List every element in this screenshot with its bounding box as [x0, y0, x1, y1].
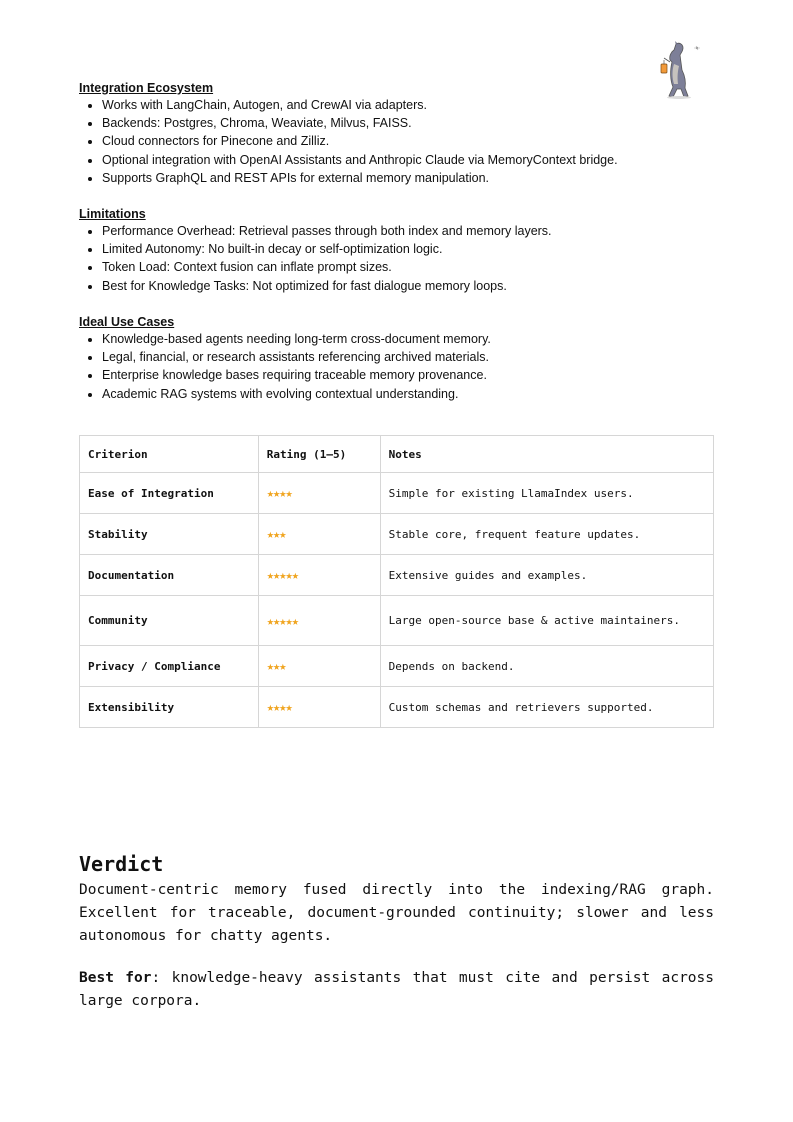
- limitations-list: [84, 222, 552, 295]
- table-row: [80, 687, 714, 728]
- best-for-label: Best for: [79, 970, 152, 986]
- rating-cell: [258, 596, 380, 646]
- rating-cell: [258, 514, 380, 555]
- rating-cell: [258, 687, 380, 728]
- integration-ecosystem-heading: Integration Ecosystem: [79, 81, 214, 95]
- criterion-cell: Documentation: [80, 555, 259, 596]
- criterion-cell: Stability: [80, 514, 259, 555]
- limitations-heading: Limitations: [79, 207, 146, 221]
- criterion-cell: Privacy / Compliance: [80, 646, 259, 687]
- list-item: • Backends: Postgres, Chroma, Weaviate, Milvus, FAISS.: [102, 114, 618, 132]
- notes-cell: Depends on backend.: [380, 646, 713, 687]
- star-rating-icon: ★★★★: [266, 700, 292, 714]
- table-header-row: [80, 436, 714, 473]
- table-row: [80, 514, 714, 555]
- list-item: • Enterprise knowledge bases requiring traceable memory provenance.: [102, 366, 491, 384]
- table-row: [80, 555, 714, 596]
- notes-cell: Extensive guides and examples.: [380, 555, 713, 596]
- list-item: • Cloud connectors for Pinecone and Zilliz.: [102, 132, 618, 150]
- verdict-body: Document-centric memory fused directly into the indexing/RAG graph. Excellent for traceable, document-grounded continuity; slower and less autonomous for chatty agents.: [79, 882, 714, 944]
- list-item: • Academic RAG systems with evolving contextual understanding.: [102, 385, 491, 403]
- criterion-cell: Ease of Integration: [80, 473, 259, 514]
- list-item: • Performance Overhead: Retrieval passes through both index and memory layers.: [102, 222, 552, 240]
- list-item: • Legal, financial, or research assistants referencing archived materials.: [102, 348, 491, 366]
- notes-cell: Custom schemas and retrievers supported.: [380, 687, 713, 728]
- header-criterion: Criterion: [80, 436, 259, 473]
- rating-cell: [258, 473, 380, 514]
- star-rating-icon: ★★★★: [266, 486, 292, 500]
- notes-cell: Stable core, frequent feature updates.: [380, 514, 713, 555]
- list-item: • Knowledge-based agents needing long-term cross-document memory.: [102, 330, 491, 348]
- rating-table: [79, 435, 714, 728]
- list-item: • Works with LangChain, Autogen, and CrewAI via adapters.: [102, 96, 618, 114]
- star-rating-icon: ★★★: [266, 527, 286, 541]
- rating-cell: [258, 555, 380, 596]
- list-item: • Token Load: Context fusion can inflate prompt sizes.: [102, 258, 552, 276]
- star-rating-icon: ★★★: [266, 659, 286, 673]
- ideal-use-cases-heading: Ideal Use Cases: [79, 315, 175, 329]
- header-notes: Notes: [380, 436, 713, 473]
- rating-cell: [258, 646, 380, 687]
- table-row: [80, 646, 714, 687]
- list-item: • Optional integration with OpenAI Assistants and Anthropic Claude via MemoryContext bridge.: [102, 151, 618, 169]
- table-row: [80, 596, 714, 646]
- criterion-cell: Extensibility: [80, 687, 259, 728]
- verdict-heading: Verdict: [79, 852, 164, 876]
- integration-ecosystem-list: [84, 96, 618, 187]
- table-row: [80, 473, 714, 514]
- criterion-cell: Community: [80, 596, 259, 646]
- header-rating: Rating (1–5): [258, 436, 380, 473]
- list-item: • Supports GraphQL and REST APIs for external memory manipulation.: [102, 169, 618, 187]
- star-rating-icon: ★★★★★: [266, 613, 298, 628]
- llama-mascot-icon: [652, 40, 704, 100]
- list-item: • Limited Autonomy: No built-in decay or self-optimization logic.: [102, 240, 552, 258]
- notes-cell: Simple for existing LlamaIndex users.: [380, 473, 713, 514]
- notes-cell: Large open-source base & active maintainers.: [380, 596, 713, 646]
- list-item: • Best for Knowledge Tasks: Not optimized for fast dialogue memory loops.: [102, 277, 552, 295]
- best-for-paragraph: [79, 967, 714, 1013]
- star-rating-icon: ★★★★★: [266, 568, 298, 582]
- best-for-text: : knowledge-heavy assistants that must cite and persist across large corpora.: [79, 970, 714, 1009]
- ideal-use-cases-list: [84, 330, 491, 403]
